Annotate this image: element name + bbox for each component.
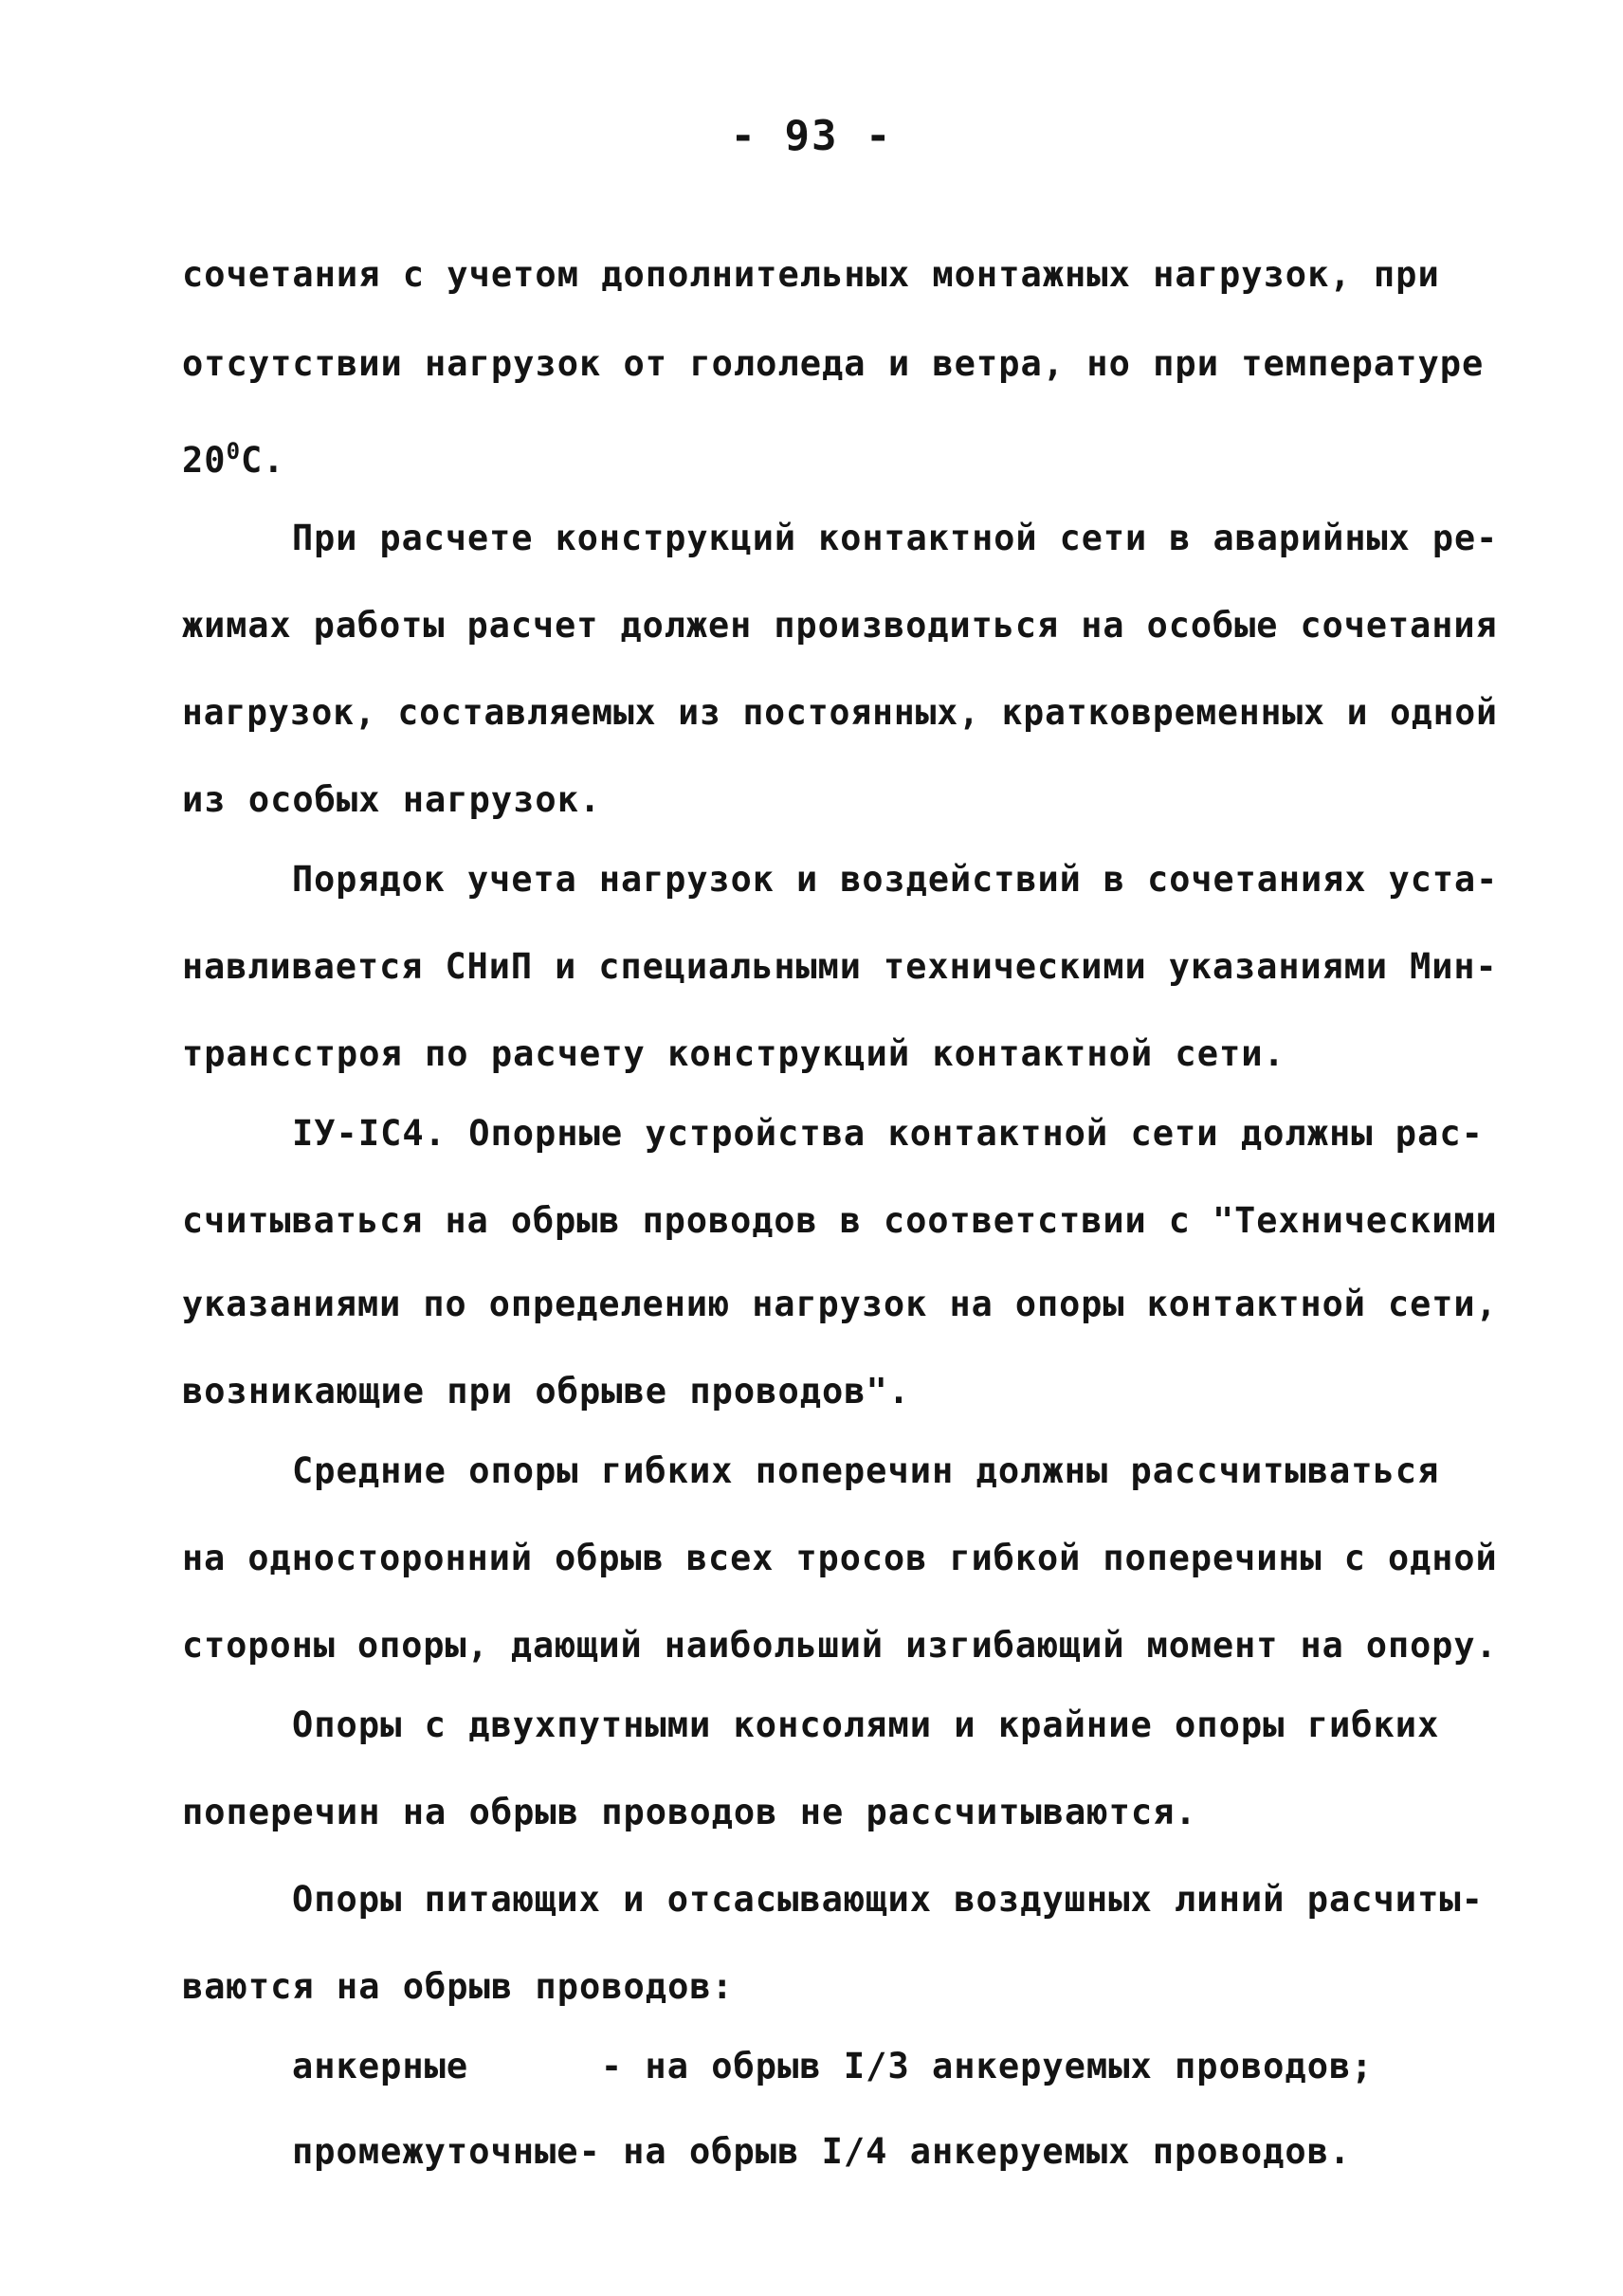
page-number: - 93 - bbox=[730, 112, 893, 160]
text-line: нагрузок, составляемых из постоянных, кратковременных и одной bbox=[182, 692, 1498, 733]
text-line: трансстроя по расчету конструкций контактной сети. bbox=[182, 1033, 1286, 1074]
text-line: Средние опоры гибких поперечин должны рассчитываться bbox=[292, 1450, 1440, 1491]
text-line: отсутствии нагрузок от гололеда и ветра, но при температуре bbox=[182, 343, 1485, 384]
temperature-degree: 0 bbox=[226, 438, 242, 465]
temperature-suffix: С. bbox=[241, 440, 285, 481]
text-line: Порядок учета нагрузок и воздействий в сочетаниях уста- bbox=[292, 859, 1499, 900]
text-line: сочетания с учетом дополнительных монтажных нагрузок, при bbox=[182, 254, 1440, 295]
list-item: анкерные - на обрыв I/3 анкеруемых проводов; bbox=[292, 2046, 1374, 2086]
temperature-value: 20 bbox=[182, 440, 227, 481]
text-line: жимах работы расчет должен производиться на особые сочетания bbox=[182, 605, 1498, 646]
text-line: из особых нагрузок. bbox=[182, 779, 602, 820]
text-line: навливается СНиП и специальными техническими указаниями Мин- bbox=[182, 946, 1498, 987]
text-line: Опоры с двухпутными консолями и крайние опоры гибких bbox=[292, 1704, 1440, 1745]
text-line: При расчете конструкций контактной сети в аварийных ре- bbox=[292, 518, 1499, 558]
text-line: стороны опоры, дающий наибольший изгибающий момент на опору. bbox=[182, 1625, 1498, 1666]
text-line: поперечин на обрыв проводов не рассчитываются. bbox=[182, 1792, 1197, 1832]
temperature-line bbox=[182, 430, 285, 482]
text-line: возникающие при обрыве проводов". bbox=[182, 1371, 911, 1412]
text-line: на односторонний обрыв всех тросов гибкой поперечины с одной bbox=[182, 1538, 1498, 1578]
text-line: Опоры питающих и отсасывающих воздушных линий расчиты- bbox=[292, 1879, 1484, 1920]
text-line: считываться на обрыв проводов в соответствии с "Техническими bbox=[182, 1200, 1498, 1241]
list-item: промежуточные- на обрыв I/4 анкеруемых проводов. bbox=[292, 2131, 1352, 2172]
text-line: IУ-IC4. Опорные устройства контактной сети должны рас- bbox=[292, 1113, 1484, 1154]
text-line: указаниями по определению нагрузок на опоры контактной сети, bbox=[182, 1284, 1498, 1324]
text-line: ваются на обрыв проводов: bbox=[182, 1966, 734, 2007]
